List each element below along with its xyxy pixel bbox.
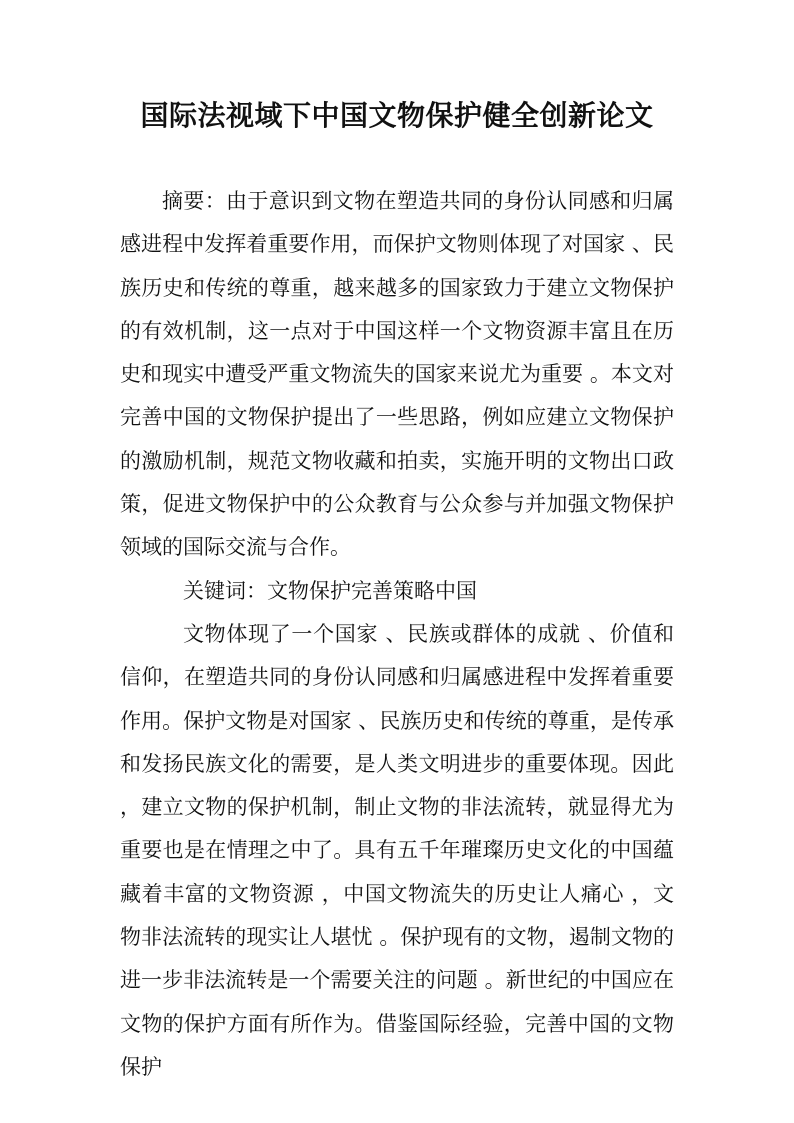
body-paragraph: 文物体现了一个国家 、民族或群体的成就 、价值和信仰，在塑造共同的身份认同感和归属感进程中发挥着重要作用。保护文物是对国家 、民族历史和传统的尊重，是传承和发扬民族文化的需要，是人类文明进步的重要体现。因此 ，建立文物的保护机制，制止文物的非法流转，就显得尤为重要也是在情理之中了。具有五千年璀璨历史文化的中国蕴藏着丰富的文物资源 ，中国文物流失的历史让人痛心 ，文物非法流转的现实让人堪忧 。保护现有的文物，遏制文物的进一步非法流转是一个需要关注的问题 。新世纪的中国应在文物的保护方面有所作为。借鉴国际经验，完善中国的文物保护: [120, 621, 674, 1079]
keywords-line: 关键词：文物保护完善策略中国: [183, 578, 477, 603]
document-title: 国际法视域下中国文物保护健全创新论文: [140, 99, 654, 132]
document-body: [120, 180, 674, 1089]
abstract-paragraph: 摘要：由于意识到文物在塑造共同的身份认同感和归属感进程中发挥着重要作用，而保护文物则体现了对国家 、民族历史和传统的尊重，越来越多的国家致力于建立文物保护的有效机制，这一点对于中国这样一个文物资源丰富且在历史和现实中遭受严重文物流失的国家来说尤为重要 。本文对完善中国的文物保护提出了一些思路，例如应建立文物保护的激励机制，规范文物收藏和拍卖，实施开明的文物出口政策，促进文物保护中的公众教育与公众参与并加强文物保护领域的国际交流与合作。: [120, 189, 674, 560]
